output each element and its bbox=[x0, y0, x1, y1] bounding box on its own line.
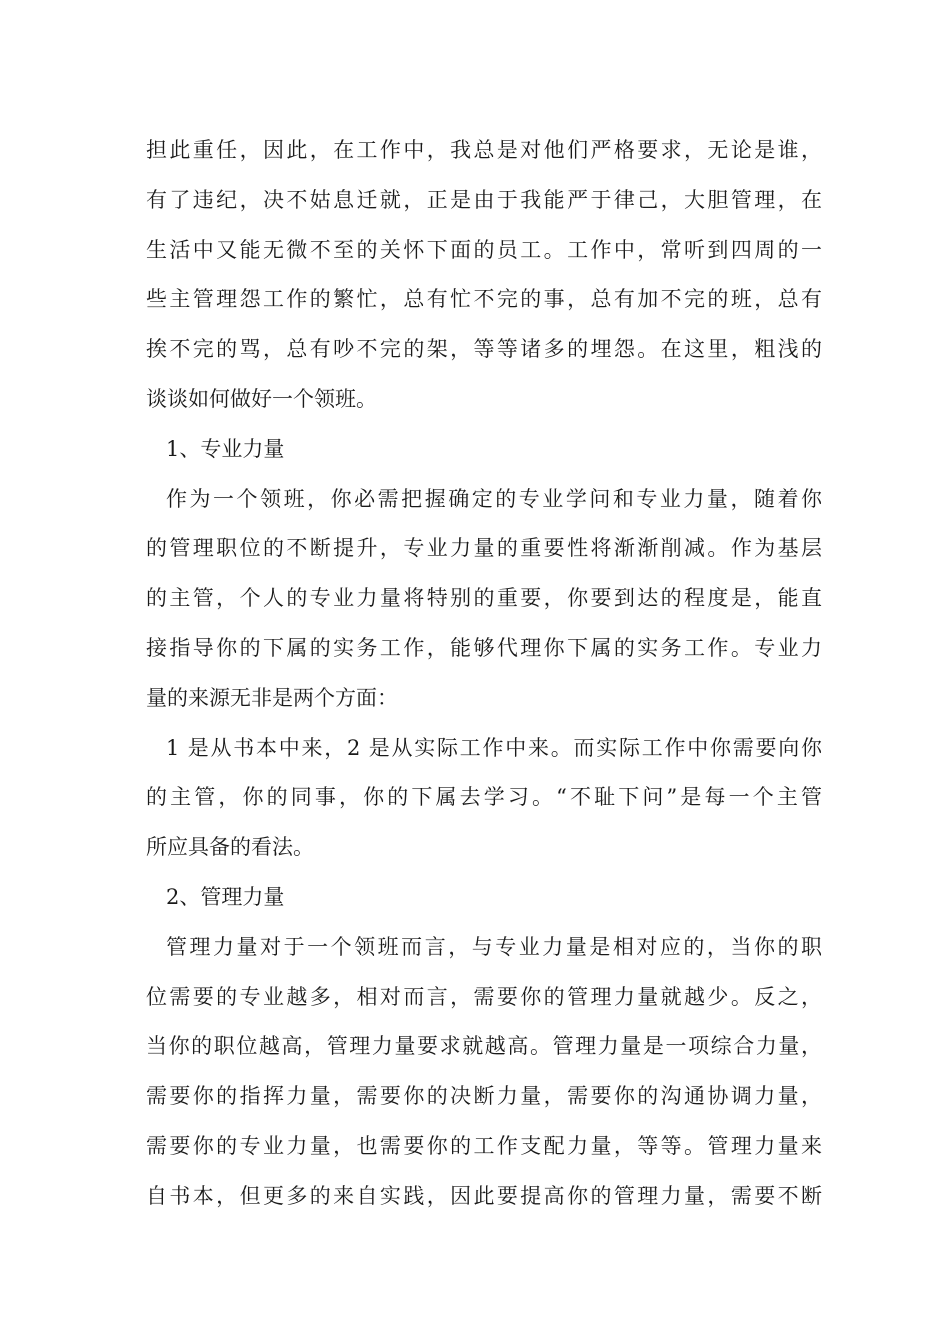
section-heading: 1、专业力量 bbox=[166, 436, 285, 461]
text-line: 生活中又能无微不至的关怀下面的员工。工作中，常听到四周的一 bbox=[146, 237, 822, 262]
text-line: 当你的职位越高，管理力量要求就越高。管理力量是一项综合力量， bbox=[146, 1034, 822, 1059]
text-line: 有了违纪，决不姑息迁就，正是由于我能严于律己，大胆管理，在 bbox=[146, 187, 822, 212]
text-line: 些主管理怨工作的繁忙，总有忙不完的事，总有加不完的班，总有 bbox=[146, 287, 822, 312]
text-line: 量的来源无非是两个方面： bbox=[146, 685, 398, 710]
text-line: 管理力量对于一个领班而言，与专业力量是相对应的，当你的职 bbox=[166, 934, 822, 959]
section-heading: 2、管理力量 bbox=[166, 884, 285, 909]
text-line: 作为一个领班，你必需把握确定的专业学问和专业力量，随着你 bbox=[166, 486, 822, 511]
text-line: 所应具备的看法。 bbox=[146, 835, 314, 860]
text-line: 担此重任，因此，在工作中，我总是对他们严格要求，无论是谁， bbox=[146, 138, 822, 162]
text-line: 1 是从书本中来，2 是从实际工作中来。而实际工作中你需要向你 bbox=[166, 735, 822, 760]
text-line: 谈谈如何做好一个领班。 bbox=[146, 386, 377, 411]
text-line: 位需要的专业越多，相对而言，需要你的管理力量就越少。反之， bbox=[146, 984, 822, 1009]
text-line: 需要你的指挥力量，需要你的决断力量，需要你的沟通协调力量， bbox=[146, 1084, 822, 1109]
text-line: 自书本，但更多的来自实践，因此要提高你的管理力量，需要不断 bbox=[146, 1183, 822, 1208]
text-line: 的管理职位的不断提升，专业力量的重要性将渐渐削减。作为基层 bbox=[146, 536, 822, 561]
text-line: 接指导你的下属的实务工作，能够代理你下属的实务工作。专业力 bbox=[146, 635, 822, 660]
text-line: 的主管，个人的专业力量将特别的重要，你要到达的程度是，能直 bbox=[146, 586, 822, 611]
text-line: 的主管，你的同事，你的下属去学习。“不耻下问”是每一个主管 bbox=[146, 785, 822, 810]
text-line: 挨不完的骂，总有吵不完的架，等等诸多的埋怨。在这里，粗浅的 bbox=[146, 337, 822, 362]
text-line: 需要你的专业力量，也需要你的工作支配力量，等等。管理力量来 bbox=[146, 1133, 822, 1158]
document-body bbox=[146, 126, 822, 1222]
